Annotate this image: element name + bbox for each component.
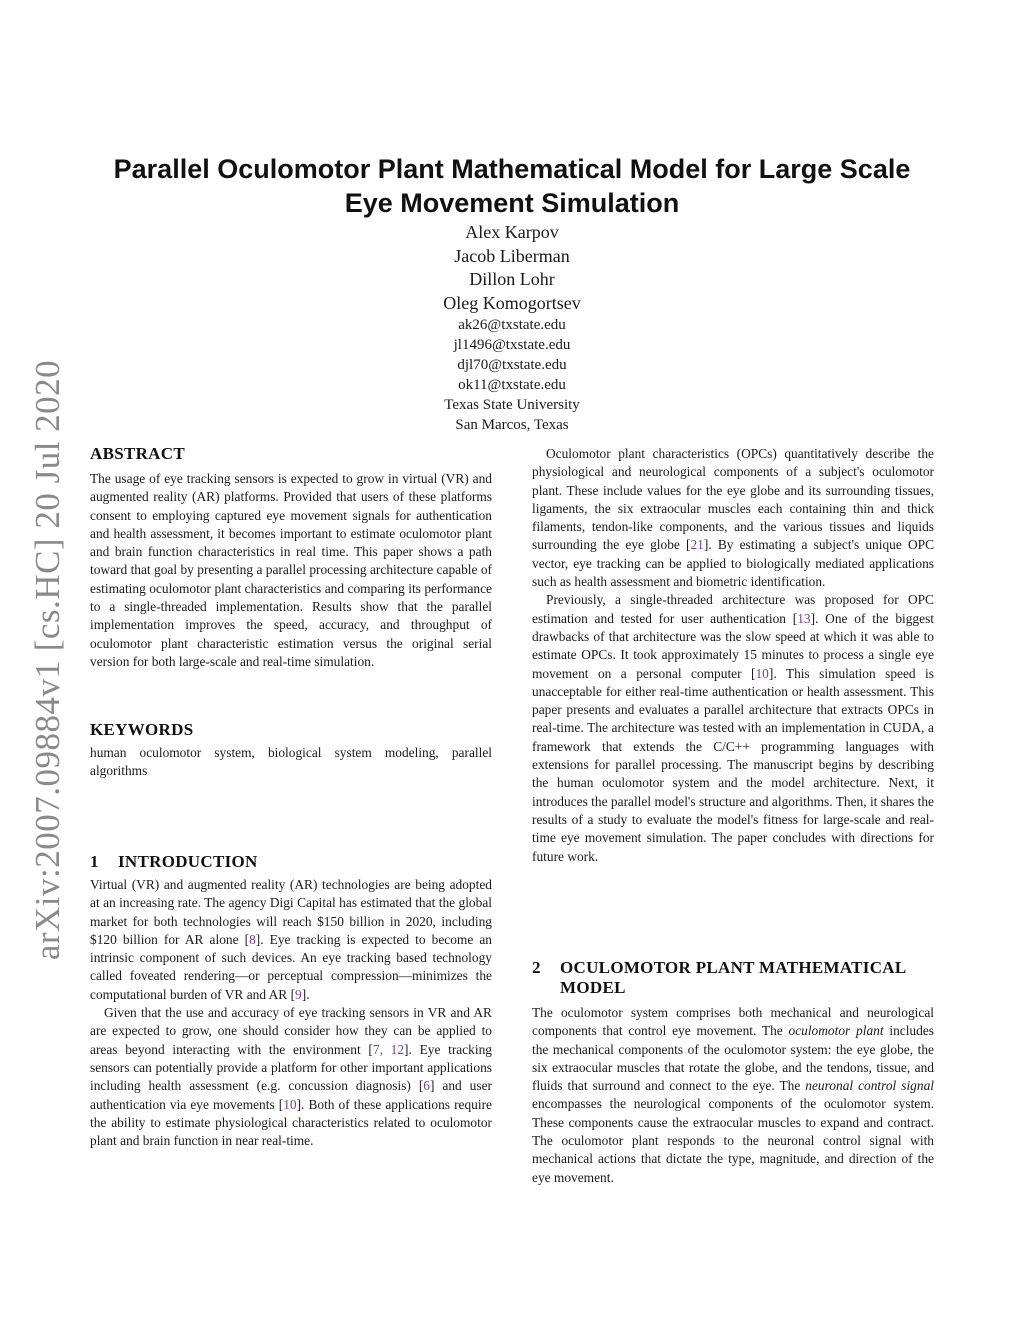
citation-link[interactable]: 13 bbox=[797, 610, 811, 626]
emphasized-term: oculomotor plant bbox=[788, 1023, 884, 1039]
citation-link[interactable]: 10 bbox=[283, 1096, 297, 1112]
author-affiliation: Texas State University bbox=[444, 397, 580, 413]
citation-link[interactable]: 9 bbox=[295, 986, 302, 1002]
text-run: encompasses the neurological components of the oculomotor system. These components cause the extraocular muscles to expand and contract. The oculomotor plant responds to the neuronal control signal with mechanical actions that dictate the type, magnitude, and direction of the eye movement. bbox=[532, 1096, 934, 1185]
text-run: Virtual (VR) and augmented reality (AR) technologies are being adopted at an increasing rate. The agency Digi Capital has estimated that the global market for both technologies will reach $150 billion in 2020, including $120 billion for AR alone [ bbox=[90, 877, 492, 947]
text-run: The oculomotor system comprises both mechanical and neurological components that control eye movement. The bbox=[532, 1005, 934, 1039]
paragraph bbox=[532, 445, 934, 591]
section-number: 1 bbox=[90, 852, 99, 871]
text-run: ]. One of the biggest drawbacks of that architecture was the slow speed at which it was able to estimate OPCs. It took approximately 15 minutes to process a single eye movement on a personal computer [ bbox=[532, 610, 934, 681]
author-location: San Marcos, Texas bbox=[455, 417, 569, 433]
introduction-continued bbox=[532, 445, 934, 866]
emphasized-term: neuronal control signal bbox=[805, 1078, 934, 1094]
author-email: ok11@txstate.edu bbox=[458, 377, 566, 393]
paper-title: Parallel Oculomotor Plant Mathematical Model for Large Scale Eye Movement Simulation bbox=[113, 154, 911, 219]
keywords-heading: KEYWORDS bbox=[90, 720, 194, 739]
author-email: ak26@txstate.edu bbox=[458, 317, 566, 333]
section-number: 2 bbox=[532, 958, 541, 977]
paragraph bbox=[90, 1004, 492, 1150]
paragraph bbox=[532, 591, 934, 865]
arxiv-stamp bbox=[18, 359, 78, 961]
paragraph bbox=[90, 876, 492, 1004]
text-run: includes the mechanical components of the oculomotor system: the eye globe, the six extraocular muscles that rotate the globe, and the tendons, tissue, and fluids that surround and connect to the eye. The bbox=[532, 1023, 934, 1094]
text-run: ]. This simulation speed is unacceptable for either real-time authentication or health assessment. This paper presents and evaluates a parallel architecture that extracts OPCs in real-time. The architecture was tested with an implementation in CUDA, a framework that extends the C/C++ programming languages with extensions for parallel processing. The manuscript begins by describing the human oculomotor system and the model architecture. Next, it introduces the parallel model's structure and algorithms. Then, it shares the results of a study to evaluate the model's fitness for large-scale and real-time eye movement simulation. The paper concludes with directions for future work. bbox=[532, 665, 934, 864]
author-email: djl70@txstate.edu bbox=[457, 357, 567, 373]
author-email: jl1496@txstate.edu bbox=[453, 337, 571, 353]
introduction-body bbox=[90, 876, 492, 1150]
text-run: ]. By estimating a subject's unique OPC vector, eye tracking can be applied to biologically mediated applications such as health assessment and biometric identification. bbox=[532, 537, 934, 590]
author-name: Oleg Komogortsev bbox=[443, 292, 581, 313]
author-name: Jacob Liberman bbox=[454, 245, 570, 266]
text-run: ]. Eye tracking is expected to become an intrinsic component of such devices. An eye tracking based technology called foveated rendering—or perceptual compression—minimizes the computational burden of VR and AR [ bbox=[90, 931, 492, 1002]
text-run: Given that the use and accuracy of eye tracking sensors in VR and AR are expected to grow, one should consider how they can be applied to areas beyond interacting with the environment [ bbox=[90, 1005, 492, 1057]
citation-link[interactable]: 12 bbox=[390, 1041, 405, 1057]
text-run: ]. bbox=[301, 986, 310, 1002]
section-title: OCULOMOTOR PLANT MATHEMATICAL MODEL bbox=[560, 958, 906, 997]
text-run: ]. Both of these applications require the ability to estimate physiological characteristics related to oculomotor plant and brain function in near real-time. bbox=[90, 1096, 492, 1149]
model-section-heading bbox=[532, 958, 934, 998]
section-title: INTRODUCTION bbox=[118, 852, 258, 871]
author-name: Dillon Lohr bbox=[469, 269, 555, 289]
arxiv-identifier: arXiv:2007.09884v1 [cs.HC] 20 Jul 2020 bbox=[28, 359, 68, 961]
author-block bbox=[312, 221, 712, 435]
text-run: ]. Eye tracking sensors can potentially provide a platform for other important applications including health assessment (e.g. concussion diagnosis) [ bbox=[90, 1041, 492, 1094]
citation-link[interactable]: 10 bbox=[755, 665, 769, 681]
paragraph bbox=[532, 1004, 934, 1187]
citation-separator: , bbox=[379, 1041, 391, 1057]
abstract-text: The usage of eye tracking sensors is expected to grow in virtual (VR) and augmented reality (AR) platforms. Provided that users of these platforms consent to employing captured eye movement signals for authentication and health assessment, it becomes important to estimate oculomotor plant and brain function characteristics in real time. This paper shows a path toward that goal by presenting a parallel processing architecture capable of estimating oculomotor plant characteristics and comparing its performance to a single-threaded implementation. Results show that the parallel implementation improves the speed, accuracy, and throughput of oculomotor plant characteristic estimation versus the original serial version for both large-scale and real-time simulation. bbox=[90, 471, 492, 669]
text-run: Oculomotor plant characteristics (OPCs) quantitatively describe the physiological and neurological components of a subject's oculomotor plant. These include values for the eye globe and its surrounding tissues, ligaments, the six extraocular muscles each containing thin and thick filaments, tendon-like components, and the various tissues and liquids surrounding the eye globe [ bbox=[532, 446, 934, 553]
citation-link[interactable]: 6 bbox=[423, 1078, 430, 1094]
keywords-text: human oculomotor system, biological system modeling, parallel algorithms bbox=[90, 745, 492, 779]
citation-link[interactable]: 8 bbox=[249, 931, 256, 947]
introduction-heading bbox=[90, 852, 258, 872]
model-section-body bbox=[532, 1004, 934, 1187]
citation-link[interactable]: 21 bbox=[690, 537, 704, 553]
author-name: Alex Karpov bbox=[465, 222, 559, 242]
text-run: Previously, a single-threaded architecture was proposed for OPC estimation and tested for user authentication [ bbox=[532, 592, 934, 626]
abstract-heading: ABSTRACT bbox=[90, 444, 185, 463]
text-run: ] and user authentication via eye movements [ bbox=[90, 1078, 492, 1112]
citation-link[interactable]: 7 bbox=[372, 1041, 380, 1057]
